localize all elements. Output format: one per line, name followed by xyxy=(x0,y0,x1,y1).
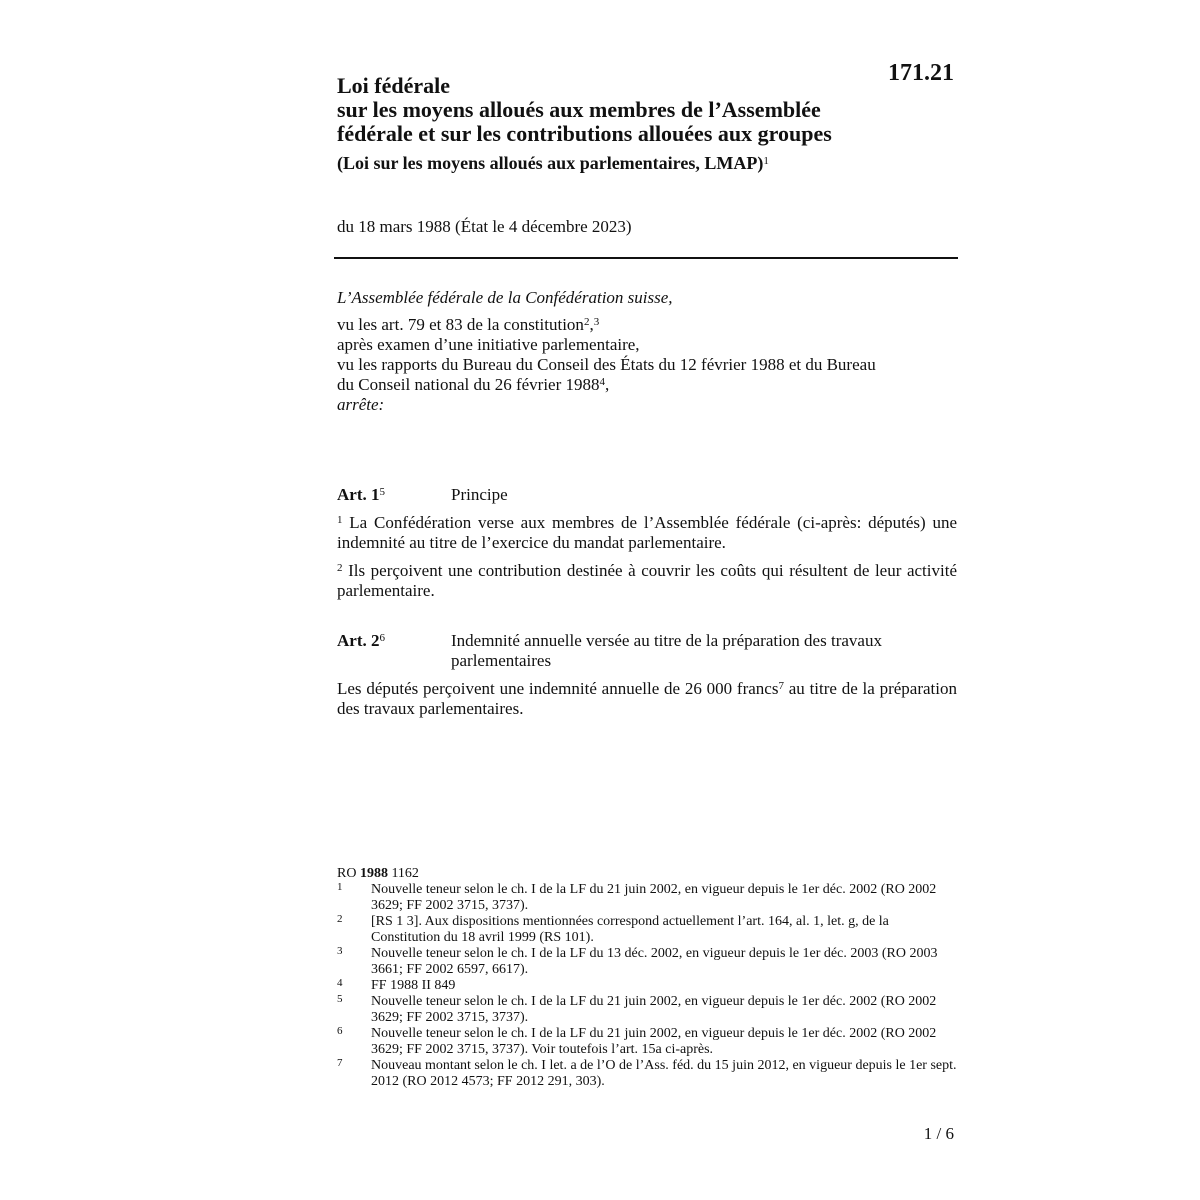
article-paragraph xyxy=(337,679,957,719)
header-divider xyxy=(334,257,958,259)
footnote-ref[interactable]: 5 xyxy=(379,486,385,498)
source-year: 1988 xyxy=(359,866,388,881)
article-2 xyxy=(337,631,957,727)
footnote-number: 4 xyxy=(337,977,343,989)
footnote-text: Nouvelle teneur selon le ch. I de la LF du 21 juin 2002, en vigueur depuis le 1er déc. 2002 (RO 2002 3629; FF 2002 3715, 3737). xyxy=(371,994,937,1025)
footnote-ref[interactable]: 1 xyxy=(763,155,769,167)
preamble-line: vu les rapports du Bureau du Conseil des États du 12 février 1988 et du Bureau xyxy=(337,355,876,374)
short-title-text: (Loi sur les moyens alloués aux parlementaires, LMAP) xyxy=(337,153,764,173)
footnote-text: Nouvelle teneur selon le ch. I de la LF du 21 juin 2002, en vigueur depuis le 1er déc. 2002 (RO 2002 3629; FF 2002 3715, 3737). Voir toutefois l’art. 15a ci-après. xyxy=(371,1026,937,1057)
preamble-line: après examen d’une initiative parlementaire, xyxy=(337,335,640,354)
title-line: Loi fédérale xyxy=(337,73,451,98)
preamble-body: L’Assemblée fédérale de la Confédération suisse, xyxy=(337,288,673,307)
paragraph-number: 2 xyxy=(337,562,343,574)
footnote-number: 6 xyxy=(337,1025,343,1037)
article-paragraph xyxy=(337,561,957,601)
footnote-ref[interactable]: 2 xyxy=(583,316,590,328)
page-number: 1 / 6 xyxy=(923,1124,954,1143)
preamble-line-text: du Conseil national du 26 février 1988 xyxy=(337,375,600,394)
footnote-ref[interactable]: 4 xyxy=(599,376,606,388)
footnotes xyxy=(337,866,957,1090)
title-line: fédérale et sur les contributions allouées aux groupes xyxy=(337,121,832,146)
paragraph-text: La Confédération verse aux membres de l’Assemblée fédérale (ci-après: députés) une indemnité au titre de l’exercice du mandat parlementaire. xyxy=(337,513,958,552)
article-heading xyxy=(337,485,957,505)
footnote xyxy=(337,1058,957,1090)
document-number: 171.21 xyxy=(888,60,954,86)
preamble-line xyxy=(337,375,957,395)
short-title xyxy=(337,152,917,174)
article-number xyxy=(337,485,385,505)
footnote-number: 3 xyxy=(337,945,343,957)
preamble xyxy=(337,288,957,415)
article-label: Art. 2 xyxy=(337,631,380,650)
footnote xyxy=(337,978,957,994)
preamble-line-text: vu les art. 79 et 83 de la constitution xyxy=(337,315,584,334)
footnote xyxy=(337,946,957,978)
footnote-text: Nouvelle teneur selon le ch. I de la LF du 21 juin 2002, en vigueur depuis le 1er déc. 2002 (RO 2002 3629; FF 2002 3715, 3737). xyxy=(371,882,937,913)
footnote xyxy=(337,882,957,914)
title-line: sur les moyens alloués aux membres de l’Assemblée xyxy=(337,97,821,122)
article-number xyxy=(337,631,385,651)
footnote xyxy=(337,1026,957,1058)
footnote-number: 1 xyxy=(337,881,343,893)
preamble-line xyxy=(337,315,957,335)
paragraph-text: Ils perçoivent une contribution destinée à couvrir les coûts qui résultent de leur activité parlementaire. xyxy=(337,561,957,600)
paragraph-text: au titre de la préparation des travaux parlementaires. xyxy=(337,679,958,718)
footnote-text: Nouveau montant selon le ch. I let. a de l’O de l’Ass. féd. du 15 juin 2012, en vigueur depuis le 1er sept. 2012 (RO 2012 4573; FF 2012 291, 303). xyxy=(371,1058,957,1089)
separator: , xyxy=(605,375,610,394)
footnote-number: 5 xyxy=(337,993,343,1005)
footnote-text: [RS 1 3]. Aux dispositions mentionnées correspond actuellement l’art. 164, al. 1, let. g, de la Constitution du 18 avril 1999 (RS 101). xyxy=(371,914,889,945)
separator: , xyxy=(589,315,594,334)
preamble-decision: arrête: xyxy=(337,395,385,414)
article-paragraph xyxy=(337,513,957,553)
footnote-ref[interactable]: 3 xyxy=(593,316,600,328)
document-title xyxy=(337,74,917,174)
article-label: Art. 1 xyxy=(337,485,380,504)
footnote-number: 7 xyxy=(337,1057,343,1069)
article-title: Indemnité annuelle versée au titre de la préparation des travaux parlementaires xyxy=(451,631,882,670)
article-title: Principe xyxy=(451,485,508,504)
footnote-ref[interactable]: 7 xyxy=(778,680,784,692)
footnote-number: 2 xyxy=(337,913,343,925)
footnote-ref[interactable]: 6 xyxy=(379,632,385,644)
footnote-text: FF 1988 II 849 xyxy=(371,978,456,993)
source-reference xyxy=(337,866,957,882)
paragraph-number: 1 xyxy=(337,514,343,526)
article-heading xyxy=(337,631,957,671)
paragraph-text: Les députés perçoivent une indemnité annuelle de 26 000 francs xyxy=(337,679,779,698)
footnote xyxy=(337,994,957,1026)
footnote xyxy=(337,914,957,946)
document-date: du 18 mars 1988 (État le 4 décembre 2023) xyxy=(337,217,632,236)
footnote-text: Nouvelle teneur selon le ch. I de la LF du 13 déc. 2002, en vigueur depuis le 1er déc. 2003 (RO 2003 3661; FF 2002 6597, 6617). xyxy=(371,946,938,977)
source-page: 1162 xyxy=(391,866,419,881)
article-1 xyxy=(337,485,957,609)
source-prefix: RO xyxy=(337,866,357,881)
